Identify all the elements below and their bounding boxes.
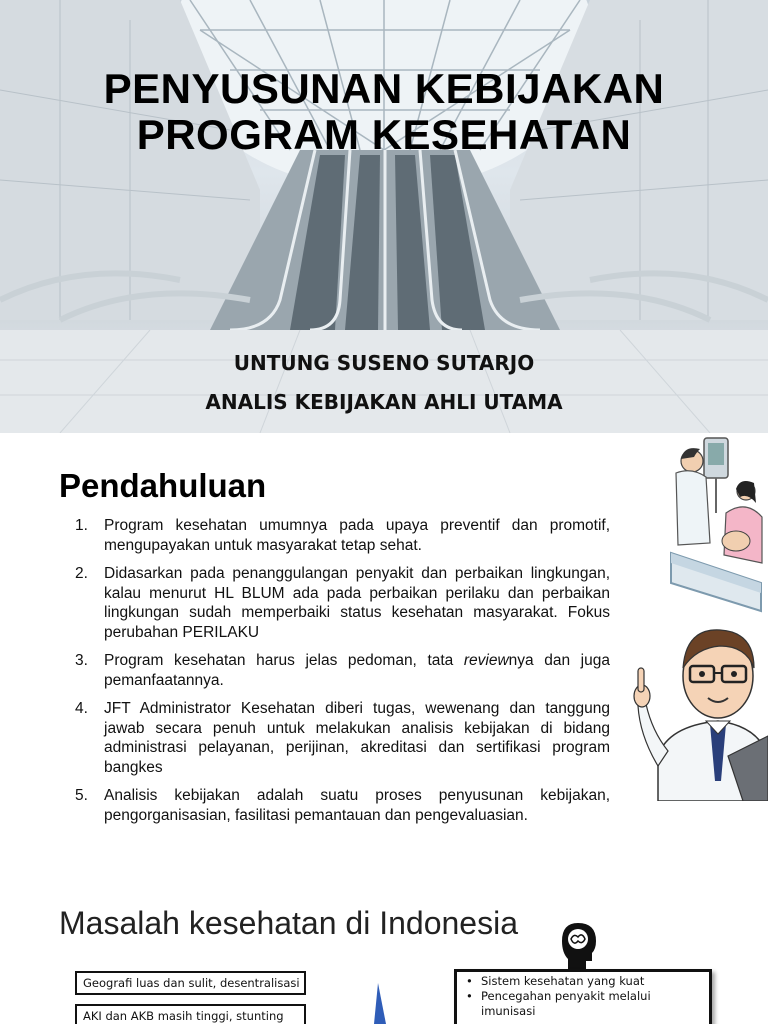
doctor-patient-illustration xyxy=(666,433,768,613)
solution-item: • Pencegahan penyakit melalui imunisasi xyxy=(463,989,703,1019)
problem-box-mortality: AKI dan AKB masih tinggi, stunting xyxy=(75,1004,306,1024)
author-position: ANALIS KEBIJAKAN AHLI UTAMA xyxy=(205,390,563,414)
list-item: 2. Didasarkan pada penanggulangan penyakit dan perbaikan lingkungan, kalau menurut HL BLUM ada pada perbaikan perilaku dan perbaikan lingkungan sudah memperbaiki status kesehatan masyarakat. Fokus perubahan PERILAKU xyxy=(75,565,610,641)
solution-item: • Sistem kesehatan yang kuat xyxy=(463,974,703,989)
title-line-1: PENYUSUNAN KEBIJAKAN xyxy=(103,65,665,112)
title-slide xyxy=(0,0,768,433)
introduction-slide xyxy=(0,433,768,873)
arrow-shape xyxy=(370,983,390,1024)
slide-heading: Masalah kesehatan di Indonesia xyxy=(59,905,518,941)
author-name: UNTUNG SUSENO SUTARJO xyxy=(233,351,535,375)
health-problems-slide xyxy=(0,873,768,1024)
doctor-pointing-illustration xyxy=(628,616,768,801)
list-item: 1. Program kesehatan umumnya pada upaya preventif dan promotif, mengupayakan untuk masyarakat tetap sehat. xyxy=(75,517,610,554)
list-item: 3. Program kesehatan harus jelas pedoman, tata reviewnya dan juga pemanfaatannya. xyxy=(75,652,610,689)
introduction-list xyxy=(60,516,610,834)
list-item: 5. Analisis kebijakan adalah suatu proses penyusunan kebijakan, pengorganisasian, fasilitasi pemantauan dan pengevaluasian. xyxy=(75,787,610,824)
solution-box xyxy=(454,969,712,1024)
slide-heading: Pendahuluan xyxy=(59,467,267,504)
list-item: 4. JFT Administrator Kesehatan diberi tugas, wewenang dan tanggung jawab secara penuh untuk melakukan analisis kebijakan di bidang administrasi pelayanan, perijinan, akreditasi dan sertifikasi program bangkes xyxy=(75,700,610,776)
brain-head-icon xyxy=(556,921,600,973)
problem-box-geography: Geografi luas dan sulit, desentralisasi xyxy=(75,971,306,995)
presentation-title xyxy=(0,66,768,158)
title-line-2: PROGRAM KESEHATAN xyxy=(136,111,632,158)
